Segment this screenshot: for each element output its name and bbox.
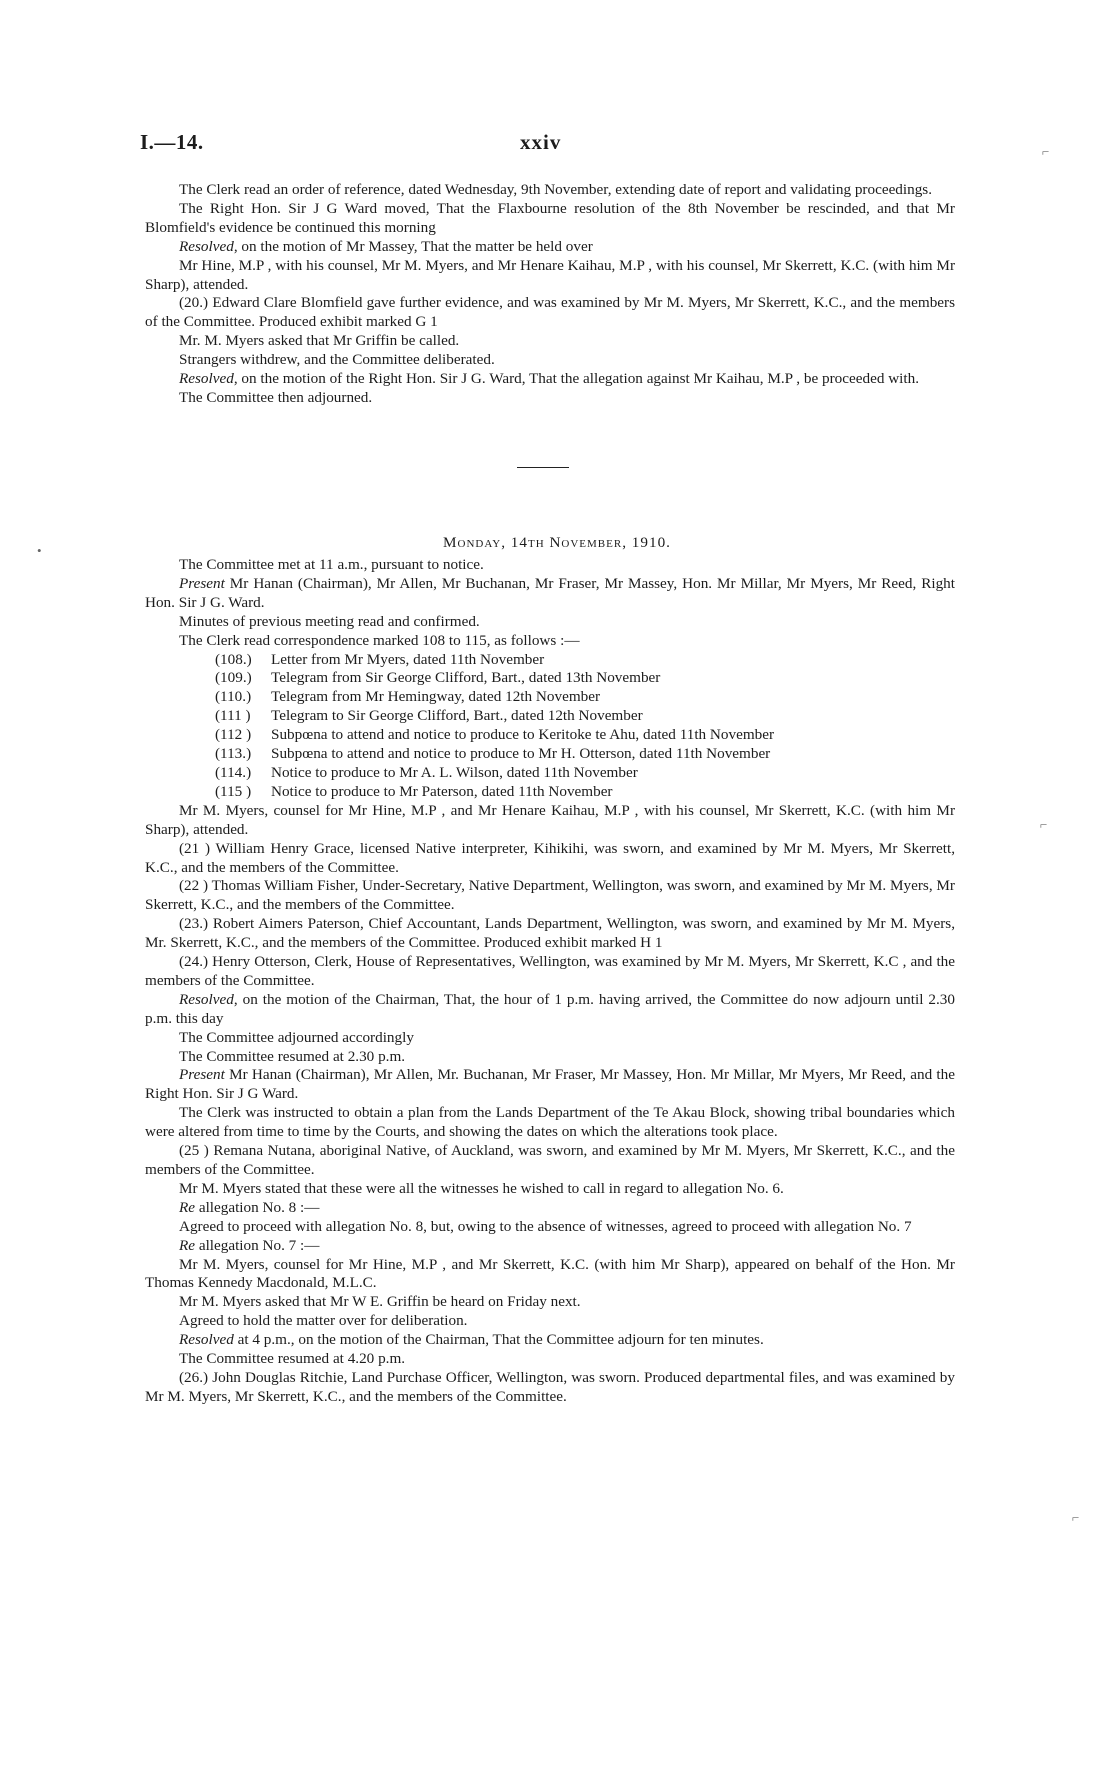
margin-mark: ⌐ bbox=[1072, 1510, 1080, 1525]
correspondence-text: Telegram to Sir George Clifford, Bart., dated 12th November bbox=[271, 707, 643, 725]
minutes-paragraph bbox=[145, 389, 955, 408]
minutes-paragraph bbox=[145, 1029, 955, 1048]
paragraph-lead-word: Re bbox=[179, 1236, 196, 1254]
correspondence-text: Subpœna to attend and notice to produce to Mr H. Otterson, dated 11th November bbox=[271, 745, 771, 763]
minutes-paragraph bbox=[145, 1331, 955, 1350]
minutes-paragraph bbox=[145, 632, 955, 651]
minutes-paragraph bbox=[145, 238, 955, 257]
paragraph-text: Mr Hine, M.P , with his counsel, Mr M. Myers, and Mr Henare Kaihau, M.P , with his counsel, Mr Skerrett, K.C. (with him Mr Sharp), attended. bbox=[145, 256, 955, 293]
paragraph-text: Mr Hanan (Chairman), Mr Allen, Mr Buchanan, Mr Fraser, Mr Massey, Hon. Mr Millar, Mr Myers, Mr Reed, Right Hon. Sir J G. Ward. bbox=[145, 574, 955, 611]
paragraph-text: Mr M. Myers, counsel for Mr Hine, M.P , and Mr Henare Kaihau, M.P , with his counsel, Mr Skerrett, K.C. (with him Mr Sharp), attended. bbox=[145, 801, 955, 838]
paragraph-text: The Committee met at 11 a.m., pursuant to notice. bbox=[179, 556, 484, 573]
minutes-paragraph bbox=[145, 294, 955, 332]
paragraph-text: (24.) Henry Otterson, Clerk, House of Representatives, Wellington, was examined by Mr M. Myers, Mr Skerrett, K.C , and the members of the Committee. bbox=[145, 953, 955, 989]
correspondence-text: Letter from Mr Myers, dated 11th November bbox=[271, 650, 545, 668]
paragraph-text: allegation No. 7 :— bbox=[195, 1236, 320, 1254]
page-number: xxiv bbox=[520, 130, 562, 154]
paragraph-text: (25 ) Remana Nutana, aboriginal Native, of Auckland, was sworn, and examined by Mr M. Myers, Mr Skerrett, K.C., and the members of the Committee. bbox=[145, 1142, 955, 1178]
paragraph-lead-word: Re bbox=[179, 1198, 196, 1216]
paragraph-text: (26.) John Douglas Ritchie, Land Purchase Officer, Wellington, was sworn. Produced departmental files, and was examined by Mr M. Myers, Mr Skerrett, K.C., and the members of the Committee. bbox=[145, 1368, 955, 1405]
correspondence-text: Telegram from Mr Hemingway, dated 12th November bbox=[271, 688, 601, 706]
minutes-paragraph bbox=[145, 200, 955, 238]
paragraph-text: Mr M. Myers stated that these were all the witnesses he wished to call in regard to allegation No. 6. bbox=[179, 1179, 784, 1197]
paragraph-text: The Clerk was instructed to obtain a plan from the Lands Department of the Te Akau Block, showing tribal boundaries which were altered from time to time by the Courts, and showing the dates on which the alterations took place. bbox=[145, 1104, 955, 1141]
minutes-paragraph bbox=[145, 1237, 955, 1256]
section-divider bbox=[517, 467, 569, 468]
minutes-paragraph bbox=[145, 351, 955, 370]
minutes-paragraph bbox=[145, 1066, 955, 1104]
section-number: I.—14. bbox=[140, 130, 204, 154]
minutes-block-2 bbox=[145, 556, 955, 1407]
meeting-date-heading: Monday, 14th November, 1910. bbox=[443, 534, 671, 551]
paragraph-text: Agreed to hold the matter over for deliberation. bbox=[179, 1312, 468, 1330]
minutes-paragraph bbox=[145, 1293, 955, 1312]
correspondence-item bbox=[215, 651, 955, 670]
paragraph-lead-word: Resolved bbox=[179, 237, 234, 255]
correspondence-text: Telegram from Sir George Clifford, Bart., dated 13th November bbox=[271, 669, 661, 687]
paragraph-text: Minutes of previous meeting read and confirmed. bbox=[179, 612, 480, 630]
minutes-paragraph bbox=[145, 802, 955, 840]
paragraph-text: (22 ) Thomas William Fisher, Under-Secretary, Native Department, Wellington, was sworn, and examined by Mr M. Myers, Mr Skerrett, K.C., and the members of the Committee. bbox=[145, 877, 955, 914]
correspondence-text: Notice to produce to Mr A. L. Wilson, dated 11th November bbox=[271, 763, 638, 781]
correspondence-number: (108.) bbox=[215, 650, 252, 668]
minutes-paragraph bbox=[145, 1350, 955, 1369]
paragraph-text: , on the motion of the Chairman, That, the hour of 1 p.m. having arrived, the Committee do now adjourn until 2.30 p.m. this day bbox=[145, 990, 955, 1027]
paragraph-text: The Clerk read correspondence marked 108 to 115, as follows :— bbox=[179, 631, 580, 649]
paragraph-text: Mr Hanan (Chairman), Mr Allen, Mr. Buchanan, Mr Fraser, Mr Massey, Hon. Mr Millar, Mr Myers, Mr Reed, and the Right Hon. Sir J G Ward. bbox=[145, 1066, 955, 1103]
margin-mark: • bbox=[37, 543, 42, 558]
minutes-paragraph bbox=[145, 1369, 955, 1407]
minutes-paragraph bbox=[145, 556, 955, 575]
minutes-paragraph bbox=[145, 257, 955, 295]
minutes-block-1 bbox=[145, 181, 955, 408]
paragraph-text: (21 ) William Henry Grace, licensed Native interpreter, Kihikihi, was sworn, and examined by Mr M. Myers, Mr Skerrett, K.C., and the members of the Committee. bbox=[145, 839, 955, 876]
minutes-paragraph bbox=[145, 1312, 955, 1331]
correspondence-text: Notice to produce to Mr Paterson, dated 11th November bbox=[271, 782, 613, 800]
margin-mark: ⌐ bbox=[1040, 817, 1048, 832]
minutes-paragraph bbox=[145, 613, 955, 632]
meeting-proceedings bbox=[145, 802, 955, 1407]
paragraph-text: The Committee resumed at 2.30 p.m. bbox=[179, 1047, 406, 1065]
correspondence-item bbox=[215, 669, 955, 688]
minutes-paragraph bbox=[145, 332, 955, 351]
correspondence-number: (112 ) bbox=[215, 726, 252, 744]
paragraph-lead-word: Resolved bbox=[179, 1331, 234, 1349]
page-header bbox=[140, 130, 970, 164]
correspondence-number: (109.) bbox=[215, 669, 252, 687]
paragraph-text: The Committee then adjourned. bbox=[179, 388, 373, 406]
minutes-paragraph bbox=[145, 1142, 955, 1180]
correspondence-number: (114.) bbox=[215, 763, 252, 781]
minutes-paragraph bbox=[145, 953, 955, 991]
minutes-paragraph bbox=[145, 877, 955, 915]
correspondence-item bbox=[215, 745, 955, 764]
paragraph-text: allegation No. 8 :— bbox=[195, 1198, 320, 1216]
minutes-paragraph bbox=[145, 1104, 955, 1142]
paragraph-text: The Clerk read an order of reference, dated Wednesday, 9th November, extending date of report and validating proceedings. bbox=[179, 181, 933, 198]
correspondence-item bbox=[215, 783, 955, 802]
paragraph-text: Strangers withdrew, and the Committee deliberated. bbox=[179, 351, 495, 369]
paragraph-text: The Committee adjourned accordingly bbox=[179, 1028, 414, 1046]
correspondence-list bbox=[145, 651, 955, 802]
minutes-paragraph bbox=[145, 575, 955, 613]
minutes-paragraph bbox=[145, 1218, 955, 1237]
correspondence-number: (111 ) bbox=[215, 707, 251, 725]
minutes-paragraph bbox=[145, 1180, 955, 1199]
paragraph-text: Mr M. Myers, counsel for Mr Hine, M.P , and Mr Skerrett, K.C. (with him Mr Sharp), appeared on behalf of the Hon. Mr Thomas Kennedy Macdonald, M.L.C. bbox=[145, 1255, 955, 1292]
minutes-paragraph bbox=[145, 370, 955, 389]
minutes-paragraph bbox=[145, 915, 955, 953]
correspondence-text: Subpœna to attend and notice to produce to Keritoke te Ahu, dated 11th November bbox=[271, 726, 775, 744]
minutes-paragraph bbox=[145, 181, 955, 200]
correspondence-number: (115 ) bbox=[215, 782, 252, 800]
paragraph-text: , on the motion of the Right Hon. Sir J G. Ward, That the allegation against Mr Kaihau, M.P , be proceeded with. bbox=[233, 370, 920, 388]
paragraph-text: , on the motion of Mr Massey, That the matter be held over bbox=[233, 237, 593, 255]
paragraph-text: at 4 p.m., on the motion of the Chairman, That the Committee adjourn for ten minutes. bbox=[233, 1331, 764, 1349]
correspondence-item bbox=[215, 688, 955, 707]
minutes-paragraph bbox=[145, 1256, 955, 1294]
paragraph-text: The Right Hon. Sir J G Ward moved, That the Flaxbourne resolution of the 8th November be rescinded, and that Mr Blomfield's evidence be continued this morning bbox=[145, 199, 955, 236]
minutes-paragraph bbox=[145, 1048, 955, 1067]
correspondence-item bbox=[215, 726, 955, 745]
paragraph-lead-word: Present bbox=[179, 1066, 225, 1084]
paragraph-lead-word: Present bbox=[179, 574, 225, 592]
paragraph-text: (23.) Robert Aimers Paterson, Chief Accountant, Lands Department, Wellington, was sworn, and examined by Mr M. Myers, Mr. Skerrett, K.C., and the members of the Committee. Produced exhibit marked H 1 bbox=[145, 915, 955, 952]
correspondence-item bbox=[215, 764, 955, 783]
minutes-paragraph bbox=[145, 840, 955, 878]
correspondence-number: (110.) bbox=[215, 688, 252, 706]
correspondence-number: (113.) bbox=[215, 745, 252, 763]
minutes-paragraph bbox=[145, 991, 955, 1029]
margin-mark: ⌐ bbox=[1042, 144, 1050, 159]
minutes-paragraph bbox=[145, 1199, 955, 1218]
paragraph-lead-word: Resolved bbox=[179, 370, 234, 388]
paragraph-lead-word: Resolved bbox=[179, 990, 234, 1008]
paragraph-text: The Committee resumed at 4.20 p.m. bbox=[179, 1350, 406, 1368]
paragraph-text: Mr M. Myers asked that Mr W E. Griffin be heard on Friday next. bbox=[179, 1293, 581, 1311]
correspondence-item bbox=[215, 707, 955, 726]
paragraph-text: Mr. M. Myers asked that Mr Griffin be called. bbox=[179, 332, 460, 350]
paragraph-text: (20.) Edward Clare Blomfield gave further evidence, and was examined by Mr M. Myers, Mr Skerrett, K.C., and the members of the Committee. Produced exhibit marked G 1 bbox=[145, 294, 955, 331]
paragraph-text: Agreed to proceed with allegation No. 8, but, owing to the absence of witnesses, agreed to proceed with allegation No. 7 bbox=[179, 1217, 912, 1235]
meeting-opening bbox=[145, 556, 955, 651]
